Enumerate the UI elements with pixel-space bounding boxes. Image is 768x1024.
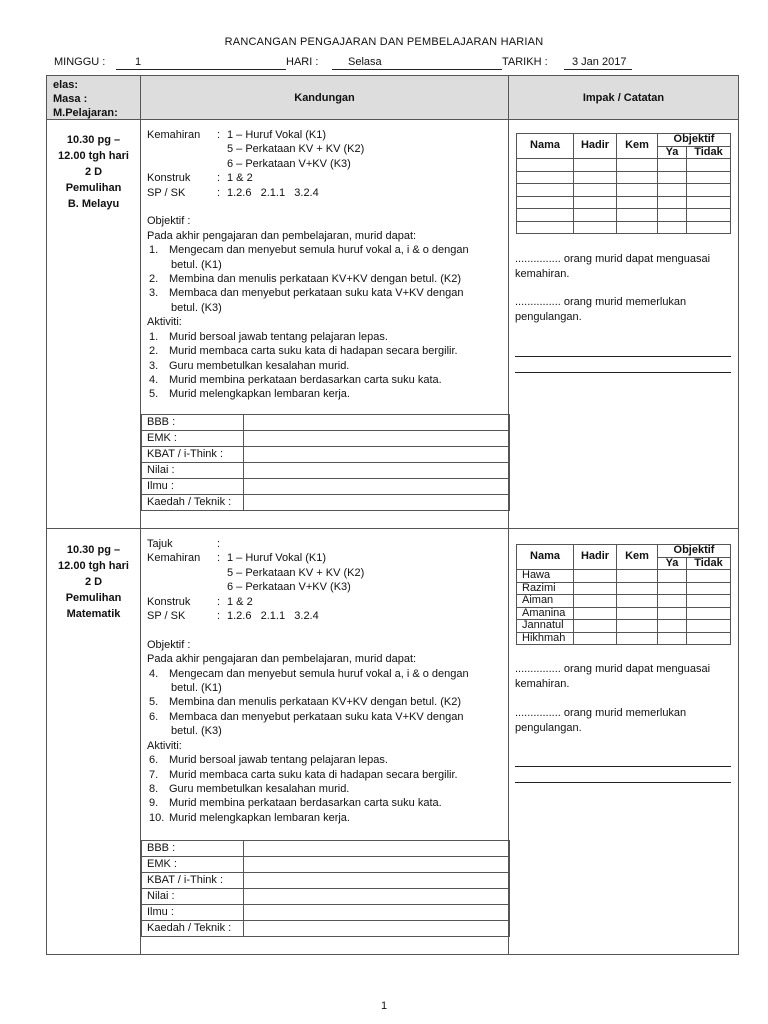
lesson-plan-table	[46, 75, 739, 955]
table-row	[517, 209, 731, 222]
lesson-2-notes-line	[515, 782, 731, 783]
table-row	[517, 184, 731, 197]
table-row: KBAT / i-Think :	[142, 873, 510, 889]
lesson-2-attendance-table: Nama Hadir Kem Objektif Ya Tidak Hawa Razimi Aiman Amanina Jannatul Hikhmah	[516, 544, 731, 645]
table-row: Kaedah / Teknik :	[142, 495, 510, 511]
tarikh-underline	[564, 69, 632, 70]
minggu-value: 1	[135, 56, 142, 68]
table-row: BBB :	[142, 415, 510, 431]
emk-field[interactable]	[244, 431, 510, 447]
table-row: Nilai :	[142, 889, 510, 905]
lesson-2-impak-2: ............... orang murid memerlukan pengulangan.	[515, 707, 687, 734]
kaedah-field[interactable]	[244, 921, 510, 937]
kandungan-header: Kandungan	[294, 92, 355, 104]
tarikh-label: TARIKH :	[502, 56, 548, 68]
impak-header: Impak / Catatan	[582, 92, 665, 104]
ilmu-field[interactable]	[244, 479, 510, 495]
table-row: Ilmu :	[142, 905, 510, 921]
table-row	[517, 171, 731, 184]
minggu-underline	[116, 69, 286, 70]
lesson-1-bbb-table	[141, 414, 510, 511]
lesson-2-bbb-table	[141, 840, 510, 937]
table-row: KBAT / i-Think :	[142, 447, 510, 463]
table-row	[517, 221, 731, 234]
table-row: BBB :	[142, 841, 510, 857]
col-divider-2	[508, 76, 509, 954]
page-number: 1	[380, 1000, 388, 1012]
document-title: RANCANGAN PENGAJARAN DAN PEMBELAJARAN HARIAN	[224, 36, 544, 48]
table-row: Nilai :	[142, 463, 510, 479]
table-row: Hawa	[517, 570, 731, 583]
table-row: EMK :	[142, 431, 510, 447]
table-row: Kaedah / Teknik :	[142, 921, 510, 937]
table-row	[517, 159, 731, 172]
lesson-1-time-label: 10.30 pg – 12.00 tgh hari 2 D Pemulihan B. Melayu	[58, 134, 129, 210]
col-divider-1	[140, 76, 141, 954]
table-row: Aiman	[517, 595, 731, 608]
lesson-2-content: Tajuk : Kemahiran : 1 – Huruf Vokal (K1) 5 – Perkataan KV + KV (K2) 6 – Perkataan V+KV (K3) Konstruk : 1 & 2 SP / SK : 1.2.6 2.1.1 3.2.4 Objektif : Pada akhir pengajaran dan pembelajaran, murid dapat: 4. Mengecam dan menyebut semula huruf vokal a, i & o dengan betul. (K1) 5. Membina dan menulis perkataan KV+KV dengan betul. (K2) 6. Membaca dan menyebut perkataan suku kata V+KV dengan betul. (K3) Aktiviti: 6. Murid bersoal jawab tentang pelajaran lepas. 7. Murid membaca carta suku kata di hadapan secara bergilir. 8. Guru membetulkan kesalahan murid. 9. Murid membina perkataan berdasarkan carta suku kata. 10. Murid melengkapkan lembaran kerja.	[147, 538, 469, 824]
ilmu-field[interactable]	[244, 905, 510, 921]
nilai-field[interactable]	[244, 889, 510, 905]
nilai-field[interactable]	[244, 463, 510, 479]
table-row: Jannatul	[517, 620, 731, 633]
info-bar	[54, 56, 714, 70]
lesson-divider	[47, 528, 738, 529]
lesson-1-content: Kemahiran : 1 – Huruf Vokal (K1) 5 – Perkataan KV + KV (K2) 6 – Perkataan V+KV (K3) Konstruk : 1 & 2 SP / SK : 1.2.6 2.1.1 3.2.4 Objektif : Pada akhir pengajaran dan pembelajaran, murid dapat: 1. Mengecam dan menyebut semula huruf vokal a, i & o dengan betul. (K1) 2. Membina dan menulis perkataan KV+KV dengan betul. (K2) 3. Membaca dan menyebut perkataan suku kata V+KV dengan betul. (K3) Aktiviti: 1. Murid bersoal jawab tentang pelajaran lepas. 2. Murid membaca carta suku kata di hadapan secara bergilir. 3. Guru membetulkan kesalahan murid. 4. Murid membina perkataan berdasarkan carta suku kata. 5. Murid melengkapkan lembaran kerja.	[147, 129, 469, 401]
table-row: Ilmu :	[142, 479, 510, 495]
bbb-field[interactable]	[244, 415, 510, 431]
kbat-field[interactable]	[244, 447, 510, 463]
table-row: Razimi	[517, 582, 731, 595]
lesson-1-notes-line	[515, 356, 731, 357]
kbat-field[interactable]	[244, 873, 510, 889]
tarikh-value: 3 Jan 2017	[572, 56, 627, 68]
lesson-1-impak-1: ............... orang murid dapat menguasai kemahiran.	[515, 253, 711, 280]
kaedah-field[interactable]	[244, 495, 510, 511]
table-row: EMK :	[142, 857, 510, 873]
header-left-labels: elas: Masa : M.Pelajaran:	[53, 79, 118, 119]
lesson-1-notes-line	[515, 372, 731, 373]
lesson-2-notes-line	[515, 766, 731, 767]
hari-value: Selasa	[348, 56, 382, 68]
bbb-field[interactable]	[244, 841, 510, 857]
hari-label: HARI :	[286, 56, 319, 68]
table-row	[517, 196, 731, 209]
table-row: Amanina	[517, 607, 731, 620]
emk-field[interactable]	[244, 857, 510, 873]
lesson-2-time-label: 10.30 pg – 12.00 tgh hari 2 D Pemulihan Matematik	[58, 544, 129, 620]
lesson-2-impak-1: ............... orang murid dapat menguasai kemahiran.	[515, 663, 711, 690]
minggu-label: MINGGU :	[54, 56, 106, 68]
lesson-1-impak-2: ............... orang murid memerlukan pengulangan.	[515, 296, 687, 323]
table-row: Hikhmah	[517, 632, 731, 645]
hari-underline	[332, 69, 502, 70]
lesson-1-attendance-table: Nama Hadir Kem Objektif Ya Tidak	[516, 133, 731, 234]
